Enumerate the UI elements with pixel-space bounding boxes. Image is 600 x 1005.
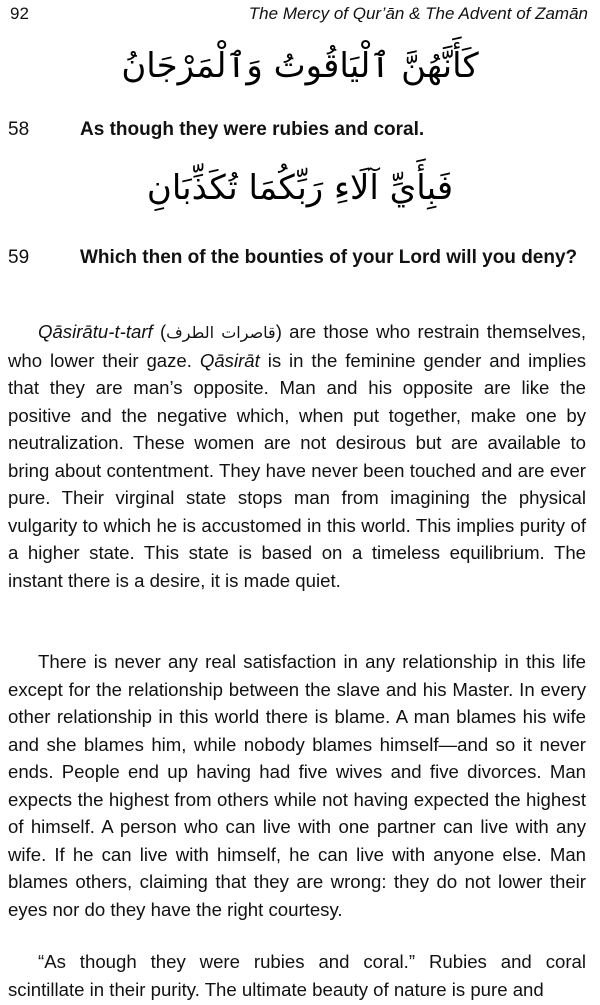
verse-58 (8, 116, 582, 144)
paren-open: ( (152, 321, 167, 342)
commentary-paragraph-1 (8, 318, 586, 594)
arabic-verse-59: فَبِأَيِّ آلَاءِ رَبِّكُمَا تُكَذِّبَانِ (146, 168, 454, 208)
verse-translation: Which then of the bounties of your Lord will you deny? (80, 247, 578, 268)
commentary-paragraph-2: There is never any real satisfaction in any relationship in this life except for the relationship between the slave and his Master. In every other relationship in this world there is blame. A man blames his wife and she blames him, while nobody blames himself—and so it never ends. People end up having had five wives and five divorces. Man expects the highest from others while not having expected the highest of himself. A person who can live with one partner can live with any wife. If he can live with himself, he can live with anyone else. Man blames others, claiming that they are wrong: they do not lower their eyes nor do they have the right courtesy. (8, 651, 586, 920)
paragraph-text: ) are those who restrain themselves, who lower their gaze. (8, 321, 586, 371)
commentary-paragraph-3: “As though they were rubies and coral.” Rubies and coral scintillate in their purity. The ultimate beauty of nature is pure and (8, 951, 586, 1000)
running-title: The Mercy of Qur’ān & The Advent of Zamān (248, 4, 588, 23)
verse-number: 58 (8, 119, 30, 140)
verse-translation: As though they were rubies and coral. (80, 119, 425, 140)
page-number: 92 (10, 4, 29, 23)
transliterated-term: Qāsirāt (199, 349, 260, 371)
arabic-term: قاصرات الطرف (166, 323, 276, 342)
verse-59 (8, 244, 582, 272)
paragraph-text: is in the feminine gender and implies that they are man’s opposite. Man and his opposite are like the positive and the negative which, when put together, make one by neutralization. These women are not desirous but are available to bring about contentment. They have never been touched and are ever pure. Their virginal state stops man from imagining the physical vulgarity to which he is accustomed in this world. This implies purity of a higher state. This state is based on a timeless equilibrium. The instant there is a desire, it is made quiet. (8, 349, 586, 591)
verse-number: 59 (8, 247, 30, 268)
arabic-verse-58: كَأَنَّهُنَّ ٱلْيَاقُوتُ وَٱلْمَرْجَانُ (121, 46, 479, 86)
page-header (10, 2, 588, 26)
transliterated-term: Qāsirātu-t-tarf (38, 321, 153, 342)
